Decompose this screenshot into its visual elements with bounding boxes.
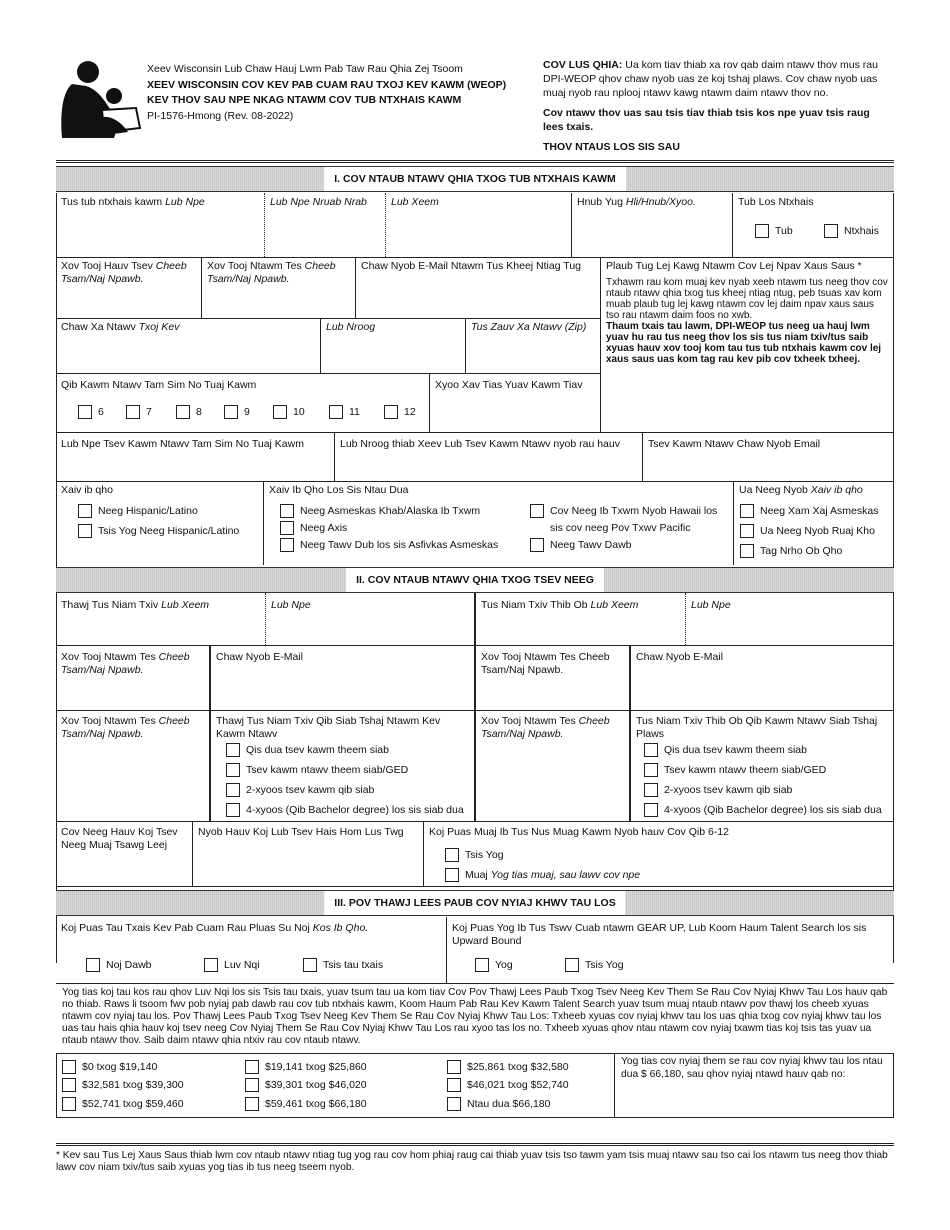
label: Xov Tooj Ntawm Tes Cheeb Tsam/Naj Npawb. bbox=[481, 651, 610, 676]
label-italic: Cheeb Tsam/Naj Npawb. bbox=[61, 260, 187, 285]
label: Xov Tooj Hauv Tsev bbox=[61, 260, 156, 272]
checkbox[interactable] bbox=[78, 504, 92, 518]
checkbox[interactable] bbox=[384, 405, 398, 419]
parent1-last-name-field[interactable] bbox=[56, 593, 265, 645]
checkbox[interactable] bbox=[329, 405, 343, 419]
label: Ntxhais bbox=[844, 225, 880, 237]
checkbox[interactable] bbox=[78, 524, 92, 538]
label: Tsis tau txais bbox=[323, 959, 384, 971]
gear-up-no-option[interactable] bbox=[565, 958, 624, 972]
label: Chaw Nyob E-Mail bbox=[216, 651, 303, 663]
label: Tsis Yog Neeg Hispanic/Latino bbox=[98, 525, 240, 537]
label: Xov Tooj Ntawm Tes bbox=[61, 715, 159, 727]
form-number: PI-1576-Hmong (Rev. 08-2022) bbox=[147, 109, 294, 122]
label: Xaiv ib qho bbox=[61, 484, 113, 496]
checkbox[interactable] bbox=[530, 504, 544, 518]
label: Neeg Xam Xaj Asmeskas bbox=[760, 505, 879, 517]
parent2-first-name-field[interactable] bbox=[685, 593, 893, 645]
checkbox[interactable] bbox=[824, 224, 838, 238]
checkbox[interactable] bbox=[224, 405, 238, 419]
label: 10 bbox=[293, 406, 305, 418]
label-italic: Cheeb Tsam/Naj Npawb. bbox=[61, 715, 190, 740]
label: Tub Los Ntxhais bbox=[738, 196, 814, 208]
school-email-field[interactable] bbox=[642, 432, 893, 481]
section-2-title: II. COV NTAUB NTAWV QHIA TXOG TSEV NEEG bbox=[346, 568, 604, 592]
label: Lub Xeem bbox=[391, 196, 439, 208]
label: Xov Tooj Ntawm Tes bbox=[61, 651, 159, 663]
section-1-title: I. COV NTAUB NTAWV QHIA TXOG TUB NTXHAIS KAWM bbox=[324, 167, 626, 191]
label: Lub Npe Nruab Nrab bbox=[270, 196, 367, 208]
checkbox[interactable] bbox=[62, 1078, 76, 1092]
lunch-reduced-option[interactable] bbox=[204, 958, 260, 972]
parent2-edu-option-3[interactable] bbox=[644, 783, 792, 797]
checkbox[interactable] bbox=[245, 1097, 259, 1111]
parent2-last-name-field[interactable] bbox=[476, 593, 685, 645]
checkbox[interactable] bbox=[126, 405, 140, 419]
checkbox[interactable] bbox=[445, 848, 459, 862]
checkbox[interactable] bbox=[62, 1060, 76, 1074]
checkbox[interactable] bbox=[447, 1060, 461, 1074]
section-2-bar bbox=[56, 567, 894, 593]
label: 2-xyoos tsev kawm qib siab bbox=[246, 784, 375, 796]
footnote: * Kev sau Tus Lej Xaus Saus thiab lwm cov ntaub ntawv ntiag tug yog rau cov hom phiaj raug cai thiab yuav tsis tso tawm yam tsis muaj ntawv sau tso cai los ntawm tus neeg thov thiab lawv cov niam txiv/tus saib xyuas yog tias ib tus neeg tseem nyob. bbox=[56, 1150, 888, 1173]
checkbox[interactable] bbox=[565, 958, 579, 972]
label: Neeg Hispanic/Latino bbox=[98, 505, 198, 517]
label: Yog bbox=[495, 959, 513, 971]
household-size-field[interactable] bbox=[56, 821, 192, 886]
school-name-field[interactable] bbox=[56, 432, 334, 481]
label: $46,021 txog $52,740 bbox=[467, 1079, 569, 1091]
gear-up-field bbox=[446, 917, 893, 983]
checkbox[interactable] bbox=[226, 783, 240, 797]
label: Hnub Yug bbox=[577, 196, 626, 208]
label: 9 bbox=[244, 406, 250, 418]
checkbox[interactable] bbox=[280, 504, 294, 518]
race-asian-option[interactable] bbox=[280, 521, 347, 535]
income-range-7[interactable] bbox=[447, 1060, 569, 1074]
lunch-none-option[interactable] bbox=[303, 958, 383, 972]
label: 2-xyoos tsev kawm qib siab bbox=[664, 784, 793, 796]
income-range-4[interactable] bbox=[245, 1060, 367, 1074]
checkbox[interactable] bbox=[226, 803, 240, 817]
label-italic: Lub Xeem bbox=[161, 599, 210, 611]
checkbox[interactable] bbox=[62, 1097, 76, 1111]
label: 8 bbox=[196, 406, 202, 418]
label: Neeg Tawv Dawb bbox=[550, 539, 632, 551]
citizenship-permanent-resident-option[interactable] bbox=[740, 524, 875, 538]
income-over-limit-field[interactable] bbox=[614, 1053, 893, 1117]
label: Tus tub ntxhais kawm bbox=[61, 196, 166, 208]
section-1-bar bbox=[56, 166, 894, 192]
checkbox[interactable] bbox=[303, 958, 317, 972]
label: $19,141 txog $25,860 bbox=[265, 1061, 367, 1073]
sex-female-option[interactable] bbox=[824, 224, 879, 238]
checkbox[interactable] bbox=[755, 224, 769, 238]
label: 7 bbox=[146, 406, 152, 418]
header-titles bbox=[147, 62, 537, 124]
parent1-edu-option-1[interactable] bbox=[226, 743, 389, 757]
ssn-field[interactable] bbox=[600, 257, 893, 432]
checkbox[interactable] bbox=[226, 743, 240, 757]
label-italic: Lub Npe bbox=[165, 196, 205, 208]
label: Chaw Nyob E-Mail Ntawm Tus Kheej Ntiag Tug bbox=[361, 260, 582, 272]
label: Xyoo Xav Tias Yuav Kawm Tiav bbox=[435, 379, 583, 391]
checkbox[interactable] bbox=[226, 763, 240, 777]
checkbox[interactable] bbox=[740, 504, 754, 518]
checkbox[interactable] bbox=[447, 1097, 461, 1111]
income-range-9[interactable] bbox=[447, 1097, 551, 1111]
label: $52,741 txog $59,460 bbox=[82, 1098, 184, 1110]
parent1-alt-phone-field[interactable] bbox=[56, 710, 209, 821]
income-range-6[interactable] bbox=[245, 1097, 367, 1111]
label: 4-xyoos (Qib Bachelor degree) los sis siab dua bbox=[664, 804, 882, 816]
cell-phone-field[interactable] bbox=[201, 257, 355, 318]
label: Cov Neeg Ib Txwm Nyob Hawaii los bbox=[550, 505, 718, 517]
instructions bbox=[543, 58, 893, 160]
label: Tsis Yog bbox=[585, 959, 624, 971]
label-italic: Cheeb Tsam/Naj Npawb. bbox=[481, 715, 610, 740]
parent2-edu-option-1[interactable] bbox=[644, 743, 807, 757]
label: $59,461 txog $66,180 bbox=[265, 1098, 367, 1110]
label: Chaw Xa Ntawv bbox=[61, 321, 139, 333]
home-phone-field[interactable] bbox=[56, 257, 201, 318]
label: Noj Dawb bbox=[106, 959, 152, 971]
instructions-warning: Cov ntawv thov uas sau tsis tiav thiab tsis kos npe yuav tsis raug lees txais. bbox=[543, 107, 870, 133]
label: Lub Npe bbox=[691, 599, 731, 611]
label: Cov Neeg Hauv Koj Tsev Neeg Muaj Tsawg Leej bbox=[61, 826, 178, 851]
graduation-year-field[interactable] bbox=[429, 373, 600, 432]
label: Xov Tooj Ntawm Tes bbox=[481, 715, 579, 727]
grade-8-option[interactable] bbox=[176, 405, 202, 419]
label: $39,301 txog $46,020 bbox=[265, 1079, 367, 1091]
label: Tus Niam Txiv Thib Ob bbox=[481, 599, 591, 611]
current-grade-field bbox=[56, 373, 429, 432]
checkbox[interactable] bbox=[273, 405, 287, 419]
label: Lub Nroog bbox=[326, 321, 376, 333]
parent2-phone-field[interactable] bbox=[476, 645, 629, 710]
checkbox[interactable] bbox=[475, 958, 489, 972]
ssn-followup-note: Thaum txais tau lawm, DPI-WEOP tus neeg ua hauj lwm yuav hu rau tus neeg thov los sis tus niam txiv/tus saib xyuas hauv xov tooj kom tau tus tub ntxhais kawm cov lej xaus saus uas kom tag rau kev pib cov txheek txheej. bbox=[606, 321, 882, 365]
parent1-email-field[interactable] bbox=[209, 645, 474, 710]
income-range-2[interactable] bbox=[62, 1078, 184, 1092]
label: 12 bbox=[404, 406, 416, 418]
section-3-bar bbox=[56, 890, 894, 916]
instructions-text: Ua kom tiav thiab xa rov qab daim ntawv thov mus rau DPI-WEOP qhov chaw nyob uas ze koj tshaj plaws. Cov chaw nyob uas muaj nyob rau nplooj ntawv kawg ntawm daim ntawv thov no. bbox=[543, 59, 878, 99]
label: Ua Neeg Nyob bbox=[739, 484, 811, 496]
income-range-5[interactable] bbox=[245, 1078, 367, 1092]
checkbox[interactable] bbox=[644, 763, 658, 777]
parent2-email-field[interactable] bbox=[629, 645, 893, 710]
grade-7-option[interactable] bbox=[126, 405, 152, 419]
siblings-yes-option[interactable] bbox=[445, 868, 640, 882]
sex-male-option[interactable] bbox=[755, 224, 793, 238]
label-italic: Xaiv ib qho bbox=[810, 484, 863, 496]
race-pacific-islander-cont: sis cov neeg Pov Txwv Pacific bbox=[550, 522, 691, 534]
ssn-explanation: Txhawm rau kom muaj kev nyab xeeb ntawm tus neeg thov cov ntaub ntawv qhia txog tus kheej ntiag ntug, peb tsuas xav kom muab plaub tug lej kawg ntawm cov lej daim npav xaus saus tso rau ntawm daim foos no xwb. bbox=[606, 277, 888, 321]
program-name: XEEV WISCONSIN COV KEV PAB CUAM RAU TXOJ KEV KAWM (WEOP) bbox=[147, 78, 507, 91]
label-italic: Yog tias muaj, sau lawv cov npe bbox=[490, 869, 641, 881]
checkbox[interactable] bbox=[740, 524, 754, 538]
checkbox[interactable] bbox=[530, 538, 544, 552]
label: Tag Nrho Ob Qho bbox=[760, 545, 843, 557]
checkbox[interactable] bbox=[280, 521, 294, 535]
label: Neeg Tawv Dub los sis Asfivkas Asmeskas bbox=[300, 539, 499, 551]
label: Thawj Tus Niam Txiv Qib Siab Tshaj Ntawm Kev Kawm Ntawv bbox=[216, 715, 441, 740]
label: Xaiv Ib Qho Los Sis Ntau Dua bbox=[269, 484, 409, 496]
form-title: KEV THOV SAU NPE NKAG NTAWM COV TUB NTXHAIS KAWM bbox=[147, 94, 462, 106]
label: $0 txog $19,140 bbox=[82, 1061, 158, 1073]
school-city-state-field[interactable] bbox=[334, 432, 642, 481]
race-american-indian-option[interactable] bbox=[280, 504, 480, 518]
label: Ntau dua $66,180 bbox=[467, 1098, 551, 1110]
label-italic: Cheeb Tsam/Naj Npawb. bbox=[207, 260, 336, 285]
label: 6 bbox=[98, 406, 104, 418]
label: Lub Nroog thiab Xeev Lub Tsev Kawm Ntawv nyob rau hauv bbox=[340, 438, 620, 450]
agency-name: Xeev Wisconsin Lub Chaw Hauj Lwm Pab Taw Rau Qhia Zej Tsoom bbox=[147, 63, 463, 75]
lunch-program-field bbox=[56, 917, 446, 983]
label: Qis dua tsev kawm theem siab bbox=[246, 744, 389, 756]
race-pacific-islander-option[interactable] bbox=[530, 504, 717, 518]
label: Thawj Tus Niam Txiv bbox=[61, 599, 162, 611]
ethnicity-field bbox=[56, 481, 263, 565]
label: Tsis Yog bbox=[465, 849, 504, 861]
checkbox[interactable] bbox=[280, 538, 294, 552]
grade-6-option[interactable] bbox=[78, 405, 104, 419]
parent1-first-name-field[interactable] bbox=[265, 593, 474, 645]
ethnicity-not-hispanic-option[interactable] bbox=[78, 524, 239, 538]
ssn-label: Plaub Tug Lej Kawg Ntawm Cov Lej Npav Xaus Saus * bbox=[606, 260, 862, 272]
income-range-3[interactable] bbox=[62, 1097, 184, 1111]
label-italic: Hli/Hnub/Xyoo. bbox=[625, 196, 696, 208]
parent2-edu-option-4[interactable] bbox=[644, 803, 882, 817]
label: Tub bbox=[775, 225, 793, 237]
mailing-address-field[interactable] bbox=[56, 318, 320, 373]
agency-logo bbox=[58, 58, 142, 140]
label: Chaw Nyob E-Mail bbox=[636, 651, 723, 663]
label: Tus Niam Txiv Thib Ob Qib Kawm Ntawv Siab Tshaj Plaws bbox=[636, 715, 878, 740]
checkbox[interactable] bbox=[644, 803, 658, 817]
checkbox[interactable] bbox=[204, 958, 218, 972]
label-italic: Kos Ib Qho. bbox=[312, 922, 369, 934]
parent2-edu-option-2[interactable] bbox=[644, 763, 826, 777]
label: Tsev kawm ntawv theem siab/GED bbox=[664, 764, 827, 776]
label: Koj Puas Muaj Ib Tus Nus Muag Kawm Nyob hauv Cov Qib 6-12 bbox=[429, 826, 729, 838]
instructions-print: THOV NTAUS LOS SIS SAU bbox=[543, 141, 680, 153]
parent1-edu-option-4[interactable] bbox=[226, 803, 464, 817]
birthdate-field[interactable] bbox=[571, 193, 732, 257]
checkbox[interactable] bbox=[245, 1060, 259, 1074]
label: Ua Neeg Nyob Ruaj Kho bbox=[760, 525, 875, 537]
label: Muaj bbox=[465, 869, 491, 881]
label: Neeg Axis bbox=[300, 522, 348, 534]
checkbox[interactable] bbox=[245, 1078, 259, 1092]
label: $25,861 txog $32,580 bbox=[467, 1061, 569, 1073]
grade-11-option[interactable] bbox=[329, 405, 360, 419]
parent2-alt-phone-field[interactable] bbox=[476, 710, 629, 821]
label: Tus Zauv Xa Ntawv (Zip) bbox=[471, 321, 587, 333]
checkbox[interactable] bbox=[644, 783, 658, 797]
checkbox[interactable] bbox=[740, 544, 754, 558]
parent1-phone-field[interactable] bbox=[56, 645, 209, 710]
zip-field[interactable] bbox=[465, 318, 600, 373]
parent1-edu-option-2[interactable] bbox=[226, 763, 408, 777]
citizenship-both-option[interactable] bbox=[740, 544, 842, 558]
checkbox[interactable] bbox=[447, 1078, 461, 1092]
grade-9-option[interactable] bbox=[224, 405, 250, 419]
checkbox[interactable] bbox=[86, 958, 100, 972]
income-range-1[interactable] bbox=[62, 1060, 157, 1074]
parent1-edu-option-3[interactable] bbox=[226, 783, 374, 797]
label: $32,581 txog $39,300 bbox=[82, 1079, 184, 1091]
student-last-name-field[interactable] bbox=[56, 193, 264, 257]
citizenship-us-citizen-option[interactable] bbox=[740, 504, 878, 518]
label: Tsev kawm ntawv theem siab/GED bbox=[246, 764, 409, 776]
lunch-free-option[interactable] bbox=[86, 958, 152, 972]
siblings-no-option[interactable] bbox=[445, 848, 504, 862]
label: Koj Puas Tau Txais Kev Pab Cuam Rau Pluas Su Noj bbox=[61, 922, 313, 934]
checkbox[interactable] bbox=[78, 405, 92, 419]
race-black-option[interactable] bbox=[280, 538, 498, 552]
grade-10-option[interactable] bbox=[273, 405, 305, 419]
income-verification-paragraph: Yog tias koj tau kos rau qhov Luv Nqi los sis Tsis tau txais, yuav tsum tau ua kom tiav Cov Pov Thawj Lees Paub Txog Tsev Neeg Kev Them Se Rau Cov Nyiaj Khwv Tau Los hauv qab no thiab. Raws li tsoom fwv pob nyiaj pab dawb rau cov tub ntxhais kawm, Koom Haum Pab Rau Kev Kawm Talent Search yuav tsum muaj ntaub ntawv pov thawj los cheeb xyuas ntawm cov nyiaj tau los. Pov Thawj Lees Paub Txog Tsev Neeg Kev Them Se Rau Cov Nyiaj Khwv Tau Los: Txheeb xyuas cov nyiaj khwv tau los uas qhia txog cov nyiaj khwv tau los uas tau hais qhia hauv koj tsev neeg Cov Nyiaj Them Se Rau Cov Nyiaj Khwv Tau Los rau xyoo tas los no. Txheeb xyuas qhov ntau ntawm cov nyiaj txawm tias koj tsis tas yuav ua ntaub ntawv thov. Saib daim ntawv qhia ntxiv rau cov ntaub ntawv. bbox=[62, 987, 888, 1046]
personal-email-field[interactable] bbox=[355, 257, 600, 318]
ethnicity-hispanic-option[interactable] bbox=[78, 504, 198, 518]
checkbox[interactable] bbox=[644, 743, 658, 757]
home-language-field[interactable] bbox=[192, 821, 423, 886]
label: Yog tias cov nyiaj them se rau cov nyiaj khwv tau los ntau dua $ 66,180, sau qhov nyiaj ntawd hauv qab no: bbox=[621, 1056, 883, 1080]
label: Lub Npe Tsev Kawm Ntawv Tam Sim No Tuaj Kawm bbox=[61, 438, 304, 450]
label: Xov Tooj Ntawm Tes bbox=[207, 260, 305, 272]
label: Qis dua tsev kawm theem siab bbox=[664, 744, 807, 756]
label: Tsev Kawm Ntawv Chaw Nyob Email bbox=[648, 438, 821, 450]
student-first-name-field[interactable] bbox=[264, 193, 385, 257]
checkbox[interactable] bbox=[176, 405, 190, 419]
checkbox[interactable] bbox=[445, 868, 459, 882]
label: Qib Kawm Ntawv Tam Sim No Tuaj Kawm bbox=[61, 379, 257, 391]
instructions-label: COV LUS QHIA: bbox=[543, 59, 623, 71]
label: Neeg Asmeskas Khab/Alaska Ib Txwm bbox=[300, 505, 481, 517]
section-3-title: III. POV THAWJ LEES PAUB COV NYIAJ KHWV TAU LOS bbox=[324, 891, 625, 915]
label: 11 bbox=[349, 406, 360, 418]
label: 4-xyoos (Qib Bachelor degree) los sis siab dua bbox=[246, 804, 464, 816]
grade-12-option[interactable] bbox=[384, 405, 416, 419]
race-white-option[interactable] bbox=[530, 538, 632, 552]
gear-up-yes-option[interactable] bbox=[475, 958, 513, 972]
income-range-8[interactable] bbox=[447, 1078, 569, 1092]
label-italic: Txoj Kev bbox=[138, 321, 180, 333]
label-italic: Lub Xeem bbox=[590, 599, 639, 611]
label-italic: Cheeb Tsam/Naj Npawb. bbox=[61, 651, 190, 676]
label: Nyob Hauv Koj Lub Tsev Hais Hom Lus Twg bbox=[198, 826, 404, 838]
label: Koj Puas Yog Ib Tus Tswv Cuab ntawm GEAR UP, Lub Koom Haum Talent Search los sis Upward Bound bbox=[452, 922, 867, 947]
student-middle-name-field[interactable] bbox=[385, 193, 571, 257]
label: Luv Nqi bbox=[224, 959, 260, 971]
city-field[interactable] bbox=[320, 318, 465, 373]
label: Lub Npe bbox=[271, 599, 311, 611]
